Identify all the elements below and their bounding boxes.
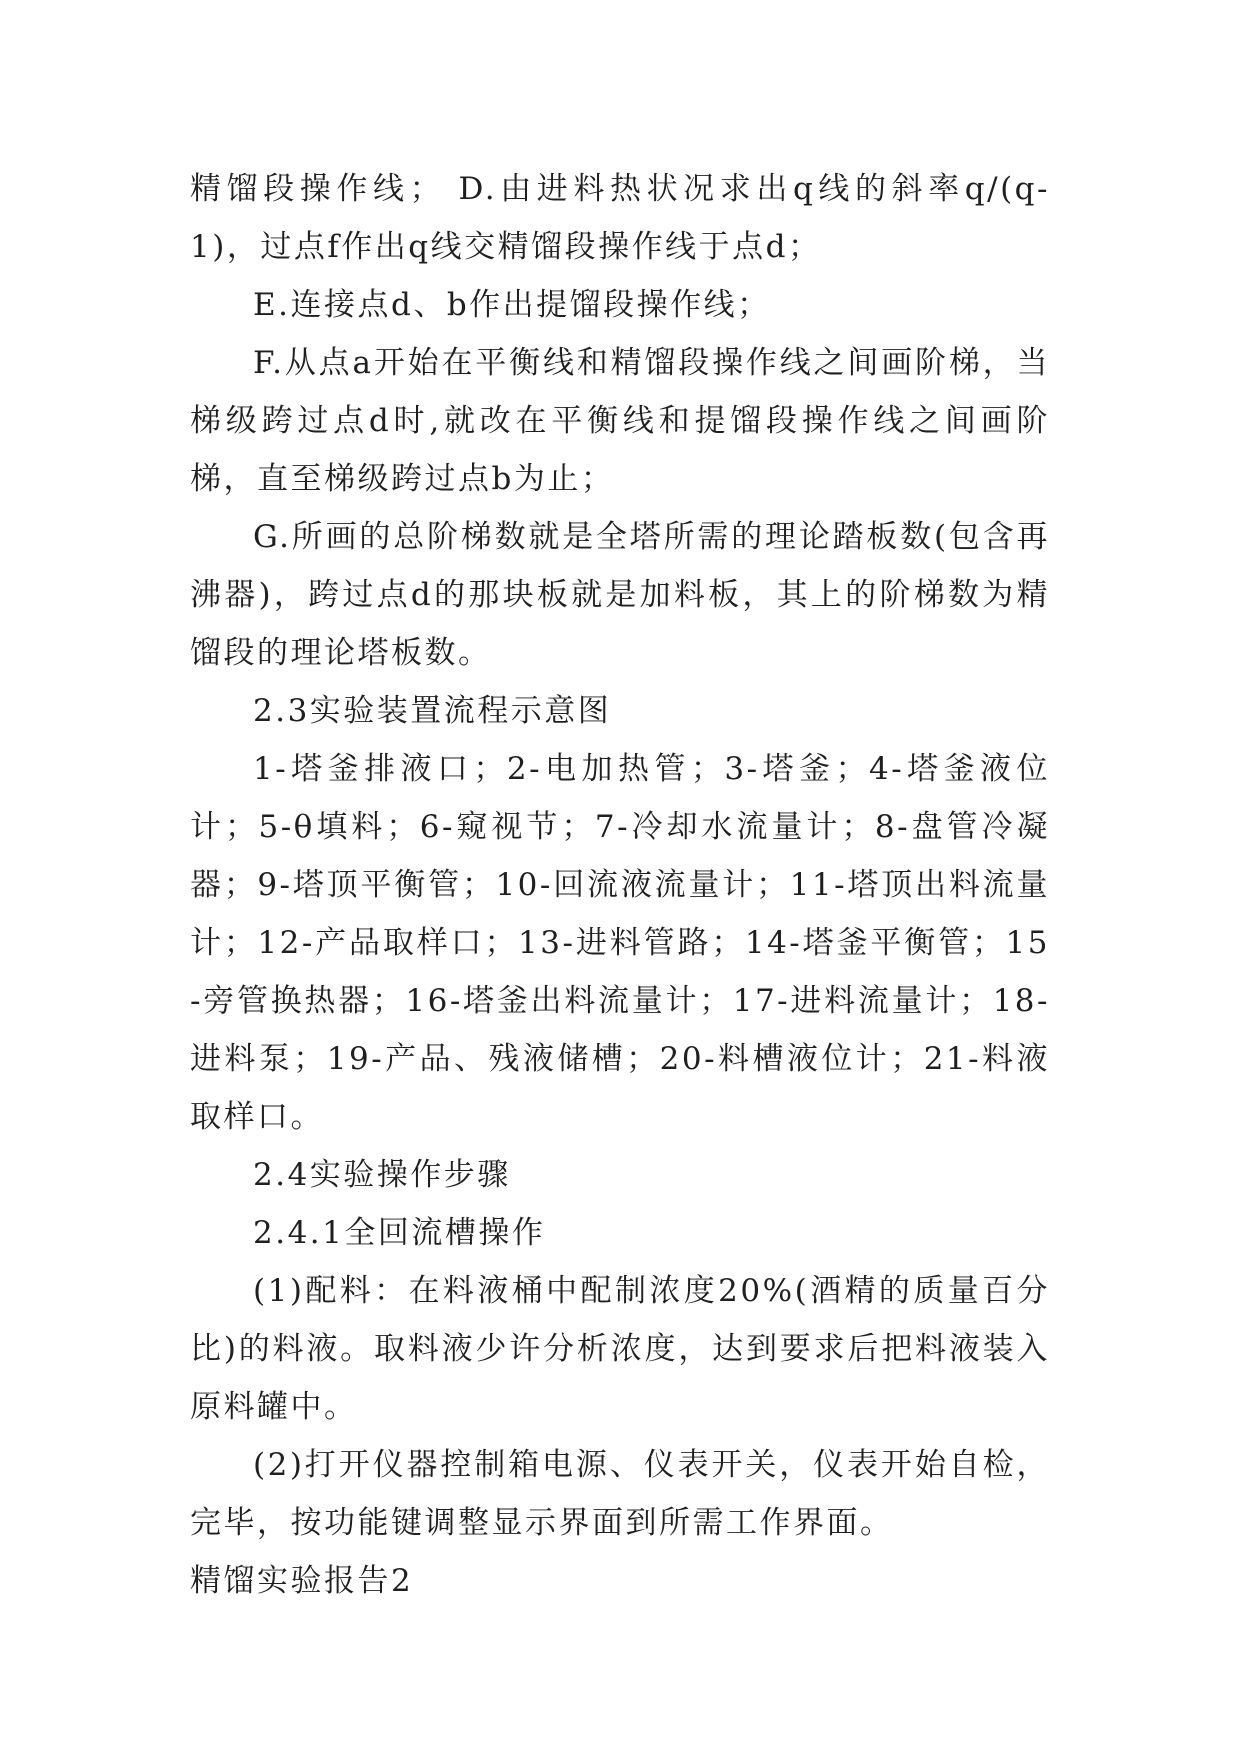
paragraph-equipment-legend: 1-塔釜排液口；2-电加热管；3-塔釜；4-塔釜液位计；5-θ填料；6-窥视节；7-冷却水流量计；8-盘管冷凝器；9-塔顶平衡管；10-回流液流量计；11-塔顶出料流量计；12-产品取样口；13-进料管路；14-塔釜平衡管；15-旁管换热器；16-塔釜出料流量计；17-进料流量计；18-进料泵；19-产品、残液储槽；20-料槽液位计；21-料液取样口。 <box>190 751 1050 1135</box>
report-title-2: 精馏实验报告2 <box>190 1563 414 1599</box>
paragraph-step-g: G.所画的总阶梯数就是全塔所需的理论踏板数(包含再沸器)，跨过点d的那块板就是加料板，其上的阶梯数为精馏段的理论塔板数。 <box>190 519 1050 671</box>
section-heading-2-3: 2.3实验装置流程示意图 <box>253 693 612 729</box>
paragraph-step-f: F.从点a开始在平衡线和精馏段操作线之间画阶梯，当梯级跨过点d时,就改在平衡线和提馏段操作线之间画阶梯，直至梯级跨过点b为止； <box>190 345 1050 497</box>
paragraph-step-2-power-on: (2)打开仪器控制箱电源、仪表开关，仪表开始自检，完毕，按功能键调整显示界面到所需工作界面。 <box>190 1447 1050 1541</box>
document-body <box>190 160 1050 1610</box>
paragraph-step-1-batching: (1)配料：在料液桶中配制浓度20%(酒精的质量百分比)的料液。取料液少许分析浓度，达到要求后把料液装入原料罐中。 <box>190 1273 1050 1425</box>
section-heading-2-4: 2.4实验操作步骤 <box>253 1157 511 1193</box>
paragraph-stripping-line-q-line: 精馏段操作线； D.由进料热状况求出q线的斜率q/(q-1)，过点f作出q线交精馏段操作线于点d； <box>190 171 1050 265</box>
paragraph-step-e: E.连接点d、b作出提馏段操作线； <box>253 287 771 323</box>
section-heading-2-4-1: 2.4.1全回流槽操作 <box>253 1215 546 1251</box>
